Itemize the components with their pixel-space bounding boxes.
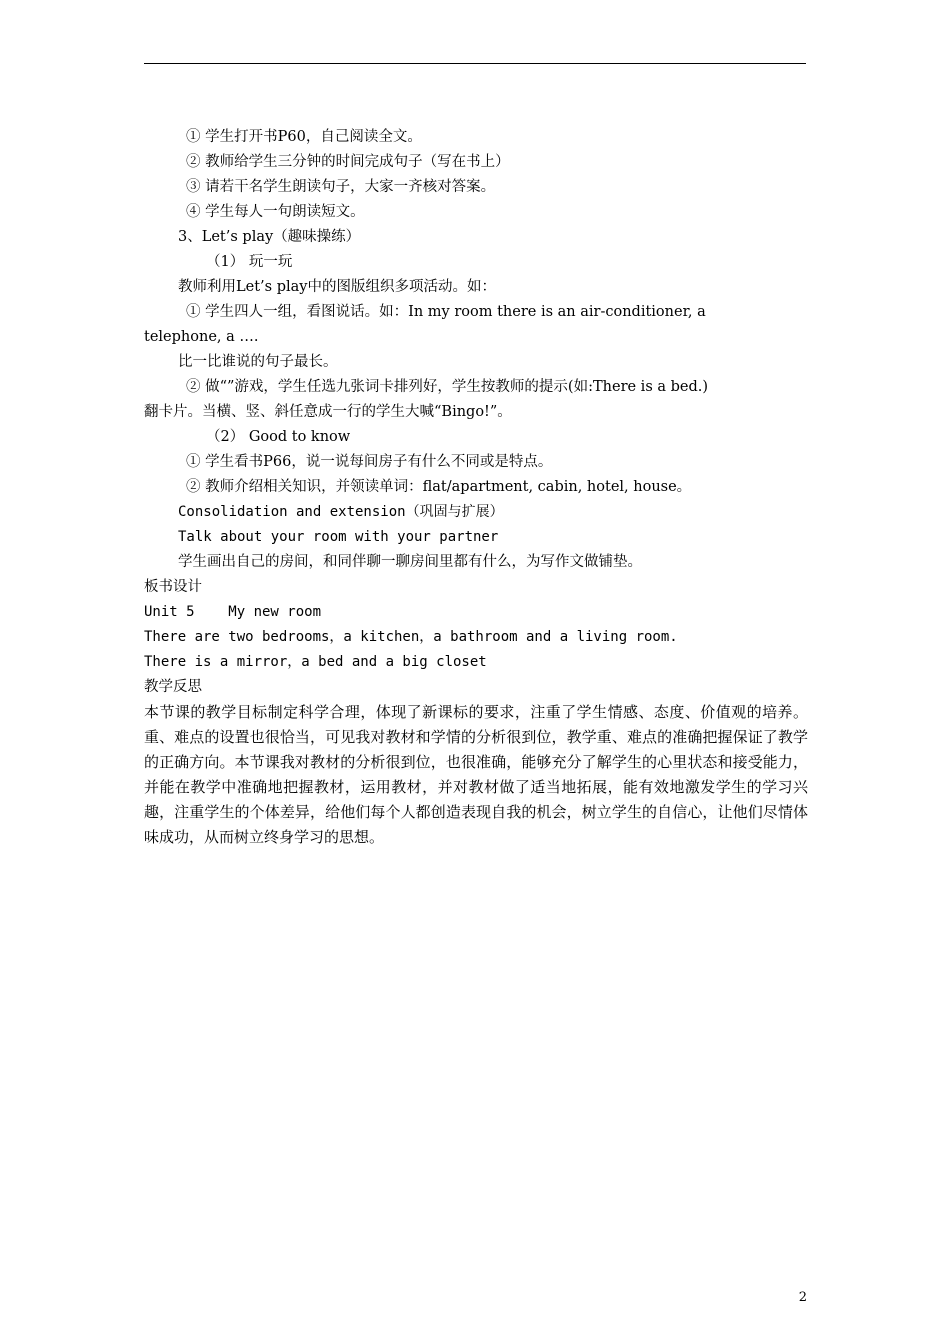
page-number: 2 bbox=[798, 1290, 807, 1305]
board-sentence-1: There are two bedrooms，a kitchen，a bathroom and a living room. bbox=[144, 629, 678, 645]
step-item-2: ② 教师给学生三分钟的时间完成句子（写在书上） bbox=[186, 154, 510, 170]
consolidation-heading: Consolidation and extension（巩固与扩展） bbox=[178, 504, 504, 520]
document-body bbox=[144, 125, 808, 850]
activity-note: 比一比谁说的句子最长。 bbox=[178, 354, 338, 370]
activity-intro: 教师利用Let’s play中的图版组织多项活动。如： bbox=[178, 279, 496, 295]
board-design-heading: 板书设计 bbox=[144, 579, 202, 595]
consolidation-task: Talk about your room with your partner bbox=[178, 529, 499, 545]
reflection-heading: 教学反思 bbox=[144, 679, 202, 695]
know-item-2: ② 教师介绍相关知识，并领读单词：flat/apartment, cabin, hotel, house。 bbox=[186, 479, 692, 495]
subsection-play: （1） 玩一玩 bbox=[206, 254, 293, 270]
board-unit-title: Unit 5 My new room bbox=[144, 604, 322, 620]
step-item-4: ④ 学生每人一句朗读短文。 bbox=[186, 204, 365, 220]
consolidation-desc: 学生画出自己的房间，和同伴聊一聊房间里都有什么，为写作文做铺垫。 bbox=[178, 554, 642, 570]
header-rule bbox=[144, 63, 806, 64]
subsection-good-to-know: （2） Good to know bbox=[206, 429, 351, 445]
activity-item-2-cont: 翻卡片。当横、竖、斜任意成一行的学生大喊“Bingo!”。 bbox=[144, 404, 512, 420]
section-heading-lets-play: 3、Let’s play（趣味操练） bbox=[178, 229, 361, 245]
activity-item-1: ① 学生四人一组，看图说话。如：In my room there is an air-conditioner, a bbox=[186, 304, 706, 320]
know-item-1: ① 学生看书P66，说一说每间房子有什么不同或是特点。 bbox=[186, 454, 553, 470]
step-item-3: ③ 请若干名学生朗读句子，大家一齐核对答案。 bbox=[186, 179, 496, 195]
activity-item-2: ② 做“”游戏，学生任选九张词卡排列好，学生按教师的提示(如:There is a bed.) bbox=[186, 379, 709, 395]
board-sentence-2: There is a mirror，a bed and a big closet bbox=[144, 654, 487, 670]
step-item-1: ① 学生打开书P60，自己阅读全文。 bbox=[186, 129, 422, 145]
reflection-paragraph: 本节课的教学目标制定科学合理，体现了新课标的要求，注重了学生情感、态度、价值观的培养。重、难点的设置也很恰当，可见我对教材和学情的分析很到位，教学重、难点的准确把握保证了教学的正确方向。本节课我对教材的分析很到位，也很准确，能够充分了解学生的心里状态和接受能力，并能在教学中准确地把握教材，运用教材，并对教材做了适当地拓展，能有效地激发学生的学习兴趣，注重学生的个体差异，给他们每个人都创造表现自我的机会，树立学生的自信心，让他们尽情体味成功，从而树立终身学习的思想。 bbox=[144, 703, 808, 846]
activity-item-1-cont: telephone, a …. bbox=[144, 329, 259, 345]
